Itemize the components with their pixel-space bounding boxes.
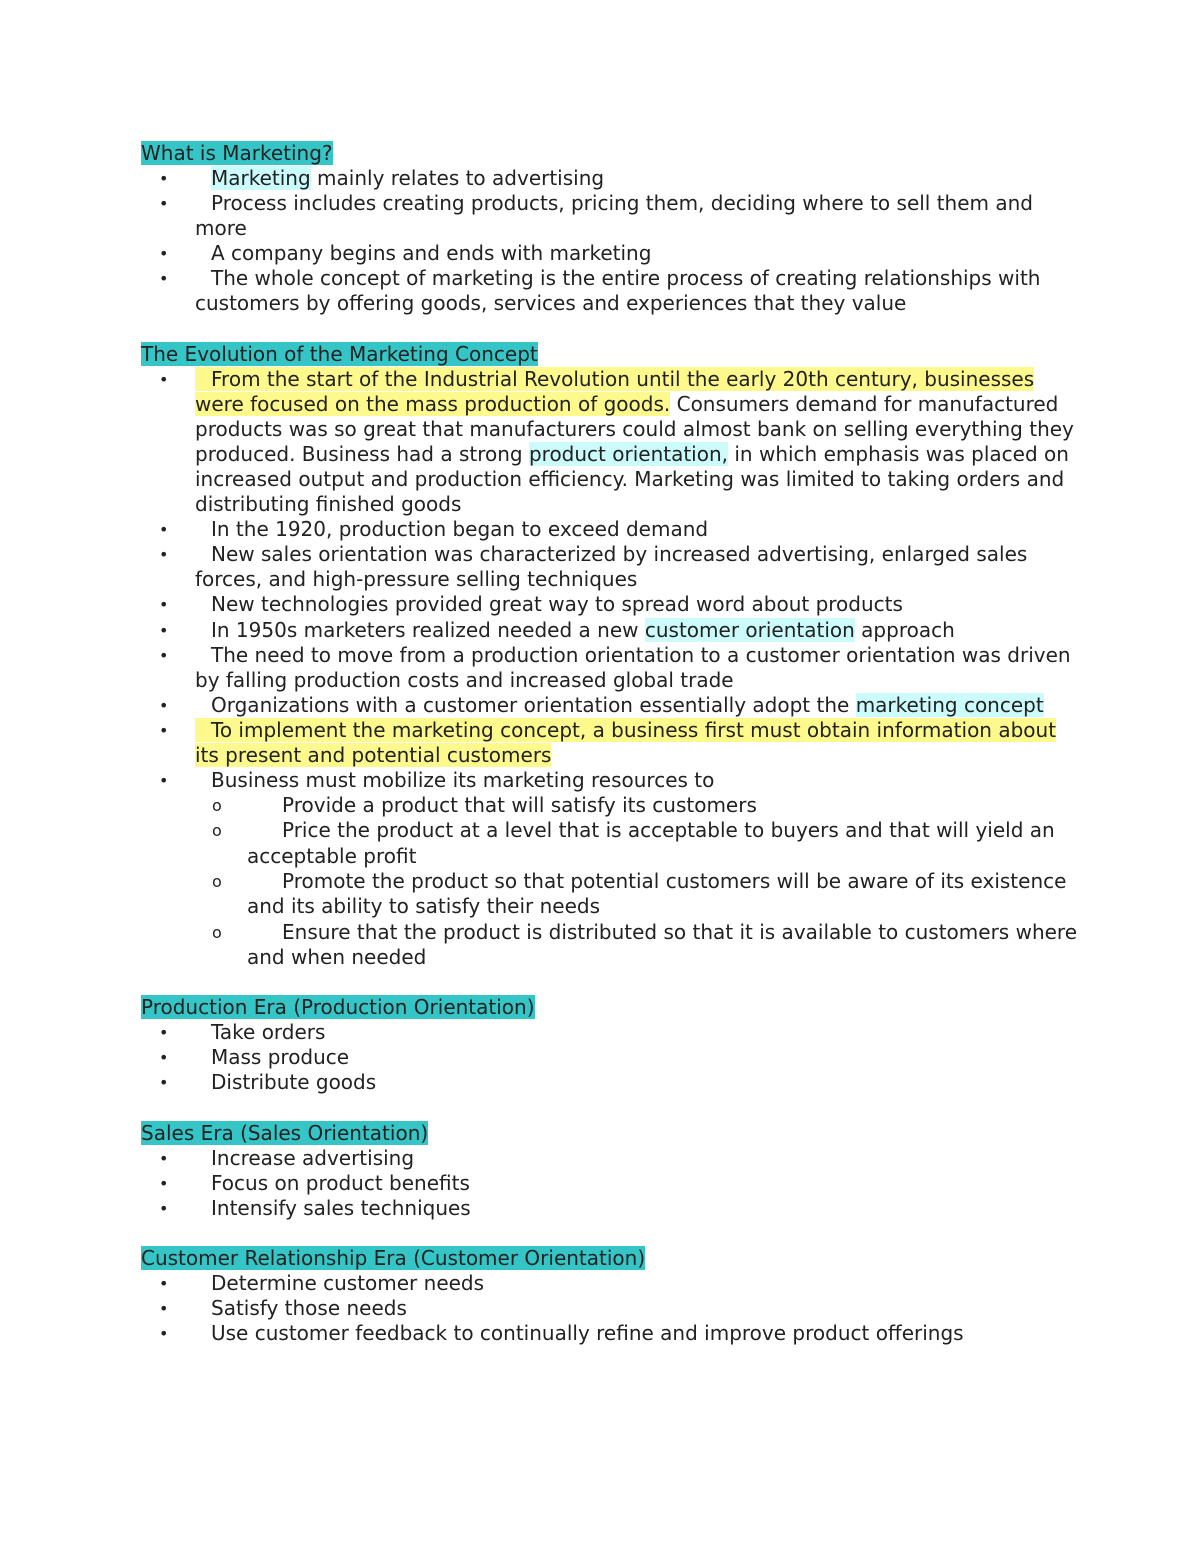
bullet-icon: •	[159, 720, 169, 740]
bullet-icon: •	[159, 269, 169, 289]
section-heading: Customer Relationship Era (Customer Orientation)	[141, 1245, 646, 1270]
bullet-list	[141, 1271, 1081, 1346]
list-item: • From the start of the Industrial Revolution until the early 20th century, businesses were focused on the mass production of goods. Consumers demand for manufactured products was so great that manufacturers could almost bank on selling everything they produced. Business had a strong product orientation, in which emphasis was placed on increased output and production efficiency. Marketing was limited to taking orders and distributing finished goods	[159, 366, 1074, 517]
bullet-icon: •	[159, 1023, 169, 1043]
list-item: • In the 1920, production began to exceed demand	[159, 517, 709, 542]
section-heading: Sales Era (Sales Orientation)	[141, 1120, 429, 1145]
bullet-icon: •	[159, 695, 169, 715]
list-item: • Distribute goods	[159, 1070, 377, 1095]
sub-list-item: o Price the product at a level that is acceptable to buyers and that will yield an acceptable profit	[212, 818, 1055, 868]
list-item: • Take orders	[159, 1020, 326, 1045]
list-item: • Mass produce	[159, 1045, 350, 1070]
bullet-icon: •	[159, 169, 169, 188]
list-item: • In 1950s marketers realized needed a new customer orientation approach	[159, 617, 955, 642]
bullet-icon: •	[159, 620, 169, 640]
list-item: • Business must mobilize its marketing resources to	[159, 768, 715, 793]
bullet-icon: •	[159, 545, 169, 565]
sub-bullet-list	[141, 793, 1081, 970]
bullet-icon: •	[159, 1073, 169, 1093]
bullet-icon: •	[159, 520, 169, 540]
list-item: • Use customer feedback to continually refine and improve product offerings	[159, 1320, 964, 1345]
bullet-icon: •	[159, 1148, 169, 1168]
sub-list-item: o Promote the product so that potential customers will be aware of its existence and its ability to satisfy their needs	[212, 869, 1067, 919]
bullet-list	[141, 166, 1081, 317]
bullet-icon: •	[159, 1198, 169, 1218]
list-item: • The need to move from a production orientation to a customer orientation was driven by falling production costs and increased global trade	[159, 642, 1071, 692]
circle-bullet-icon: o	[212, 821, 222, 841]
list-item: • Process includes creating products, pricing them, deciding where to sell them and more	[159, 191, 1034, 241]
bullet-icon: •	[159, 194, 169, 214]
circle-bullet-icon: o	[212, 796, 222, 816]
section-evolution	[141, 342, 1081, 971]
bullet-icon: •	[159, 1323, 169, 1343]
bullet-list	[141, 367, 1081, 794]
section-what-is-marketing	[141, 141, 1081, 317]
section-production-era	[141, 995, 1081, 1095]
bullet-list	[141, 1020, 1081, 1095]
bullet-icon: •	[159, 369, 169, 389]
bullet-icon: •	[159, 1173, 169, 1193]
bullet-list	[141, 1146, 1081, 1221]
section-heading: Production Era (Production Orientation)	[141, 995, 535, 1020]
list-item: • Determine customer needs	[159, 1270, 485, 1295]
list-item: • New sales orientation was characterized by increased advertising, enlarged sales forces, and high-pressure selling techniques	[159, 542, 1028, 592]
sub-list-item: o Ensure that the product is distributed so that it is available to customers where and when needed	[212, 919, 1078, 969]
list-item: • A company begins and ends with marketing	[159, 241, 652, 266]
list-item: • Organizations with a customer orientation essentially adopt the marketing concept	[159, 692, 1044, 717]
document-page	[141, 141, 1081, 1346]
sub-list-item: o Provide a product that will satisfy its customers	[212, 793, 757, 818]
list-item: • To implement the marketing concept, a business first must obtain information about its present and potential customers	[159, 717, 1057, 767]
bullet-icon: •	[159, 244, 169, 264]
section-heading: The Evolution of the Marketing Concept	[141, 341, 538, 366]
list-item: • Marketing mainly relates to advertising	[159, 166, 605, 190]
circle-bullet-icon: o	[212, 872, 222, 892]
section-heading: What is Marketing?	[141, 141, 333, 165]
list-item: • The whole concept of marketing is the entire process of creating relationships with customers by offering goods, services and experiences that they value	[159, 266, 1041, 316]
bullet-icon: •	[159, 1048, 169, 1068]
circle-bullet-icon: o	[212, 922, 222, 942]
bullet-icon: •	[159, 1273, 169, 1293]
list-item: • Intensify sales techniques	[159, 1195, 471, 1220]
bullet-icon: •	[159, 1298, 169, 1318]
bullet-icon: •	[159, 771, 169, 791]
bullet-icon: •	[159, 595, 169, 615]
list-item: • Increase advertising	[159, 1145, 415, 1170]
section-customer-relationship-era	[141, 1246, 1081, 1346]
bullet-icon: •	[159, 645, 169, 665]
list-item: • New technologies provided great way to spread word about products	[159, 592, 903, 617]
list-item: • Satisfy those needs	[159, 1295, 407, 1320]
section-sales-era	[141, 1121, 1081, 1221]
list-item: • Focus on product benefits	[159, 1170, 470, 1195]
